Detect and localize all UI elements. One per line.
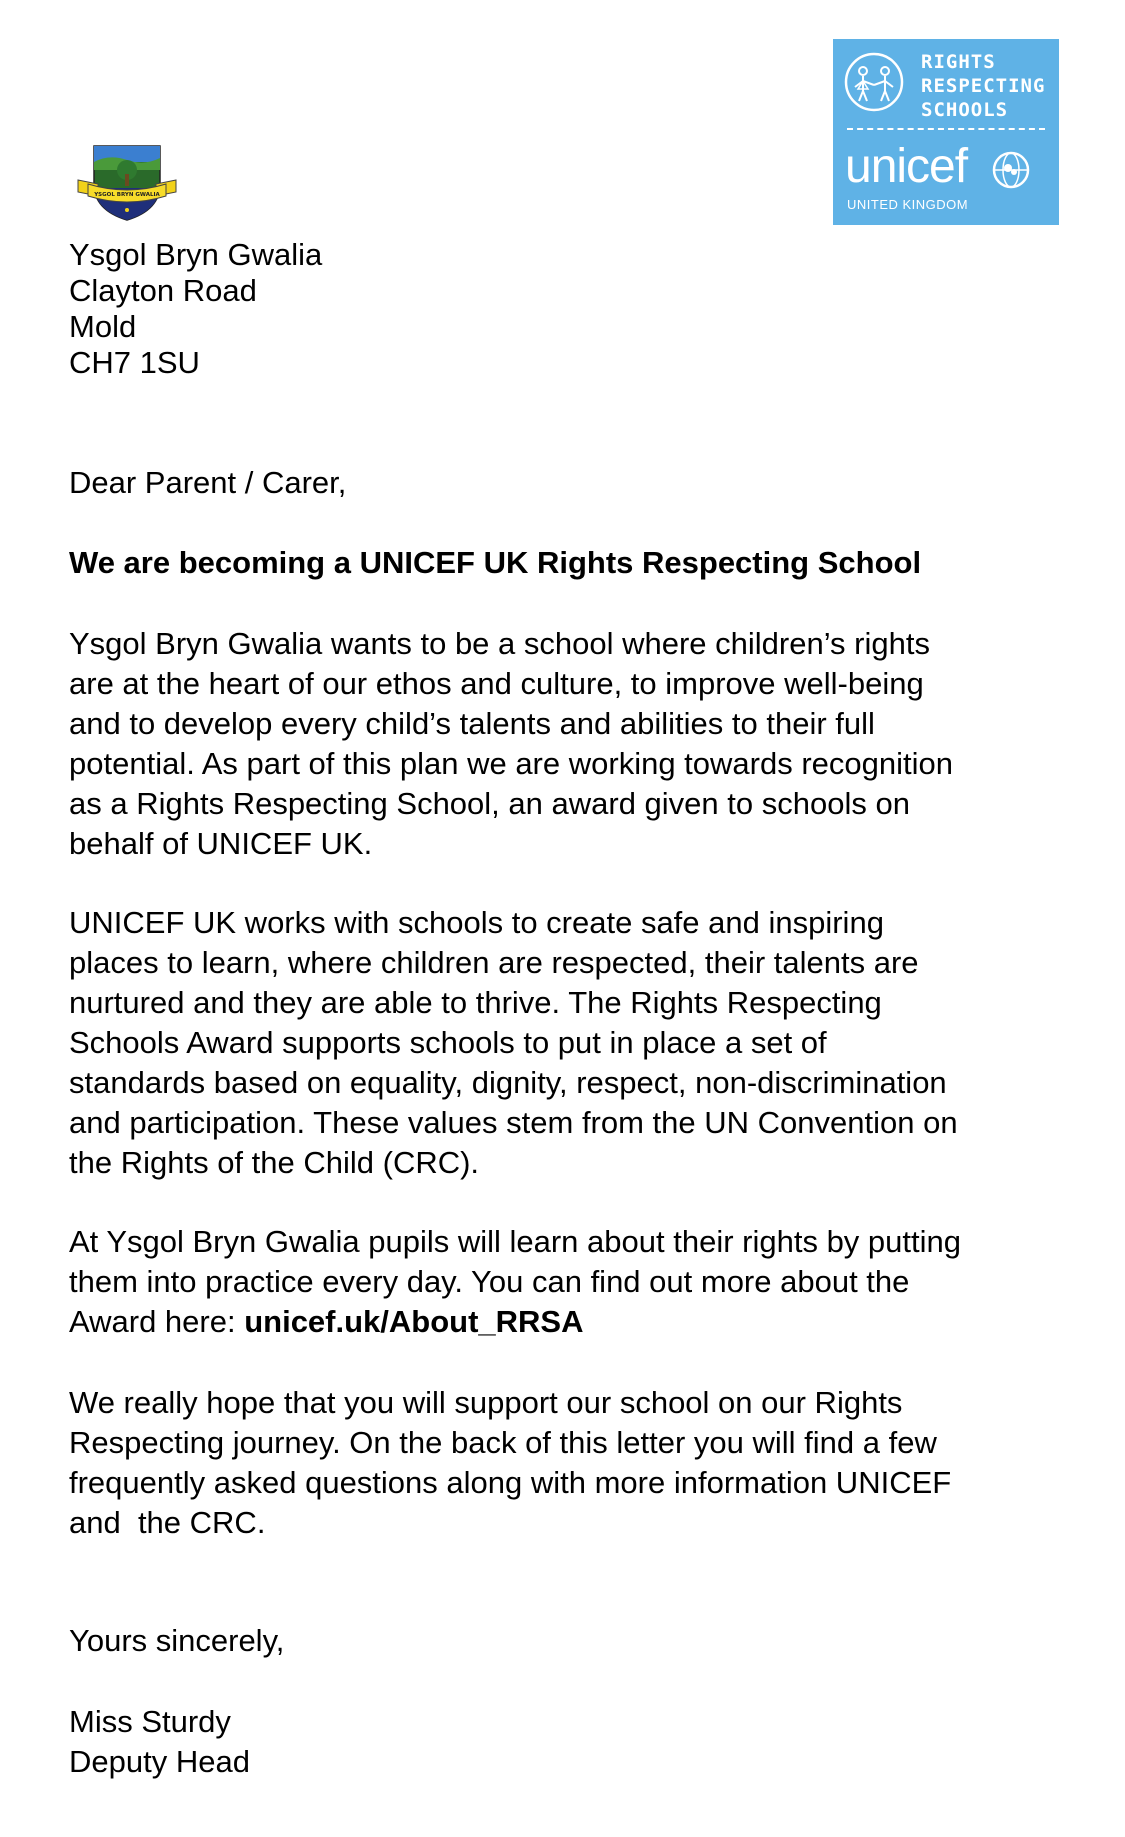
signature-block — [69, 1702, 250, 1782]
paragraph-line: as a Rights Respecting School, an award given to schools on — [69, 786, 910, 821]
greeting: Dear Parent / Carer, — [69, 465, 347, 500]
paragraph-intro — [69, 624, 953, 864]
paragraph-unicef — [69, 903, 958, 1183]
paragraph-learning — [69, 1222, 961, 1342]
address-line: CH7 1SU — [69, 345, 200, 380]
unicef-globe-icon — [991, 150, 1031, 190]
paragraph-line: potential. As part of this plan we are working towards recognition — [69, 746, 953, 781]
paragraph-line: UNICEF UK works with schools to create safe and inspiring — [69, 905, 884, 940]
paragraph-support — [69, 1383, 951, 1543]
unicef-region: UNITED KINGDOM — [847, 197, 969, 212]
paragraph-line: nurtured and they are able to thrive. The Rights Respecting — [69, 985, 882, 1020]
paragraph-line: Respecting journey. On the back of this letter you will find a few — [69, 1425, 937, 1460]
link-prefix: Award here: — [69, 1304, 245, 1339]
address-line: Mold — [69, 309, 137, 344]
paragraph-line: standards based on equality, dignity, respect, non-discrimination — [69, 1065, 947, 1100]
logo-divider — [847, 128, 1045, 130]
paragraph-line: We really hope that you will support our school on our Rights — [69, 1385, 903, 1420]
svg-text:YSGOL BRYN GWALIA: YSGOL BRYN GWALIA — [94, 192, 160, 198]
rrs-title: RIGHTS RESPECTING SCHOOLS — [921, 51, 1046, 121]
paragraph-line: behalf of UNICEF UK. — [69, 826, 373, 861]
rrs-unicef-logo — [833, 39, 1059, 225]
paragraph-line — [69, 1302, 961, 1342]
paragraph-line: places to learn, where children are respected, their talents are — [69, 945, 919, 980]
school-crest-icon — [74, 140, 180, 222]
paragraph-line: and the CRC. — [69, 1505, 266, 1540]
unicef-wordmark: unicef — [845, 140, 968, 193]
paragraph-line: and to develop every child’s talents and abilities to their full — [69, 706, 875, 741]
paragraph-line: At Ysgol Bryn Gwalia pupils will learn about their rights by putting — [69, 1224, 961, 1259]
children-holding-hands-icon — [843, 51, 905, 113]
school-address — [69, 237, 322, 381]
paragraph-line: and participation. These values stem from the UN Convention on — [69, 1105, 958, 1140]
paragraph-line: the Rights of the Child (CRC). — [69, 1145, 480, 1180]
paragraph-line: them into practice every day. You can find out more about the — [69, 1264, 910, 1299]
closing: Yours sincerely, — [69, 1623, 285, 1658]
paragraph-line: Schools Award supports schools to put in place a set of — [69, 1025, 827, 1060]
signer-title: Deputy Head — [69, 1744, 250, 1779]
address-line: Clayton Road — [69, 273, 257, 308]
paragraph-line: Ysgol Bryn Gwalia wants to be a school where children’s rights — [69, 626, 930, 661]
letter-heading: We are becoming a UNICEF UK Rights Respecting School — [69, 545, 922, 580]
award-link[interactable]: unicef.uk/About_RRSA — [244, 1304, 584, 1339]
address-line: Ysgol Bryn Gwalia — [69, 237, 323, 272]
signer-name: Miss Sturdy — [69, 1704, 231, 1739]
paragraph-line: frequently asked questions along with more information UNICEF — [69, 1465, 952, 1500]
paragraph-line: are at the heart of our ethos and culture, to improve well-being — [69, 666, 924, 701]
